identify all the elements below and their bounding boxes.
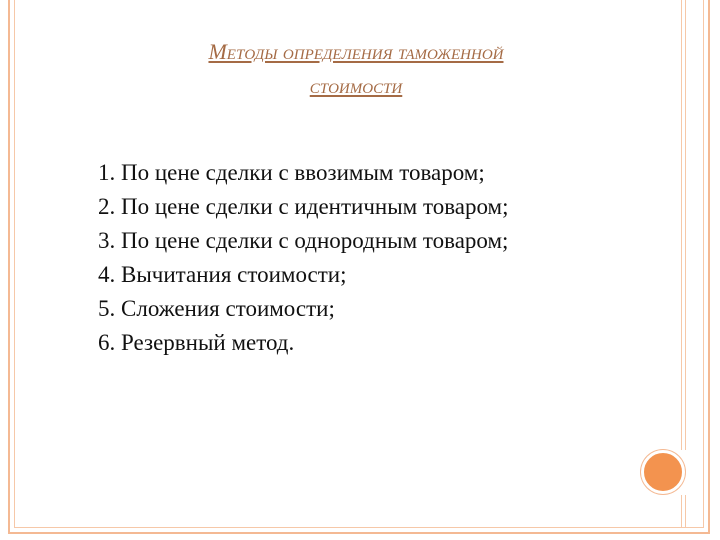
list-item-number: 1.	[98, 160, 116, 185]
list-item-text: Сложения стоимости;	[121, 296, 335, 321]
methods-list	[98, 156, 508, 360]
decorative-line	[685, 495, 686, 528]
decorative-line	[685, 0, 686, 450]
list-item-number: 5.	[98, 296, 116, 321]
list-item-number: 2.	[98, 194, 116, 219]
slide-title-line-1: Методы определения таможенной	[208, 39, 504, 64]
list-item	[98, 292, 508, 326]
decorative-circle-icon	[641, 450, 685, 494]
decorative-line	[681, 0, 682, 450]
list-item-number: 4.	[98, 262, 116, 287]
decorative-line	[681, 495, 682, 528]
list-item-number: 3.	[98, 228, 116, 253]
list-item	[98, 190, 508, 224]
list-item-text: Вычитания стоимости;	[121, 262, 347, 287]
list-item-number: 6.	[98, 330, 116, 355]
list-item	[98, 156, 508, 190]
list-item-text: Резервный метод.	[121, 330, 295, 355]
list-item-text: По цене сделки с идентичным товаром;	[121, 194, 509, 219]
list-item	[98, 224, 508, 258]
list-item-text: По цене сделки с однородным товаром;	[121, 228, 509, 253]
slide-title	[86, 35, 626, 103]
list-item-text: По цене сделки с ввозимым товаром;	[121, 160, 485, 185]
list-item	[98, 326, 508, 360]
slide-title-line-2: стоимости	[309, 73, 403, 98]
list-item	[98, 258, 508, 292]
